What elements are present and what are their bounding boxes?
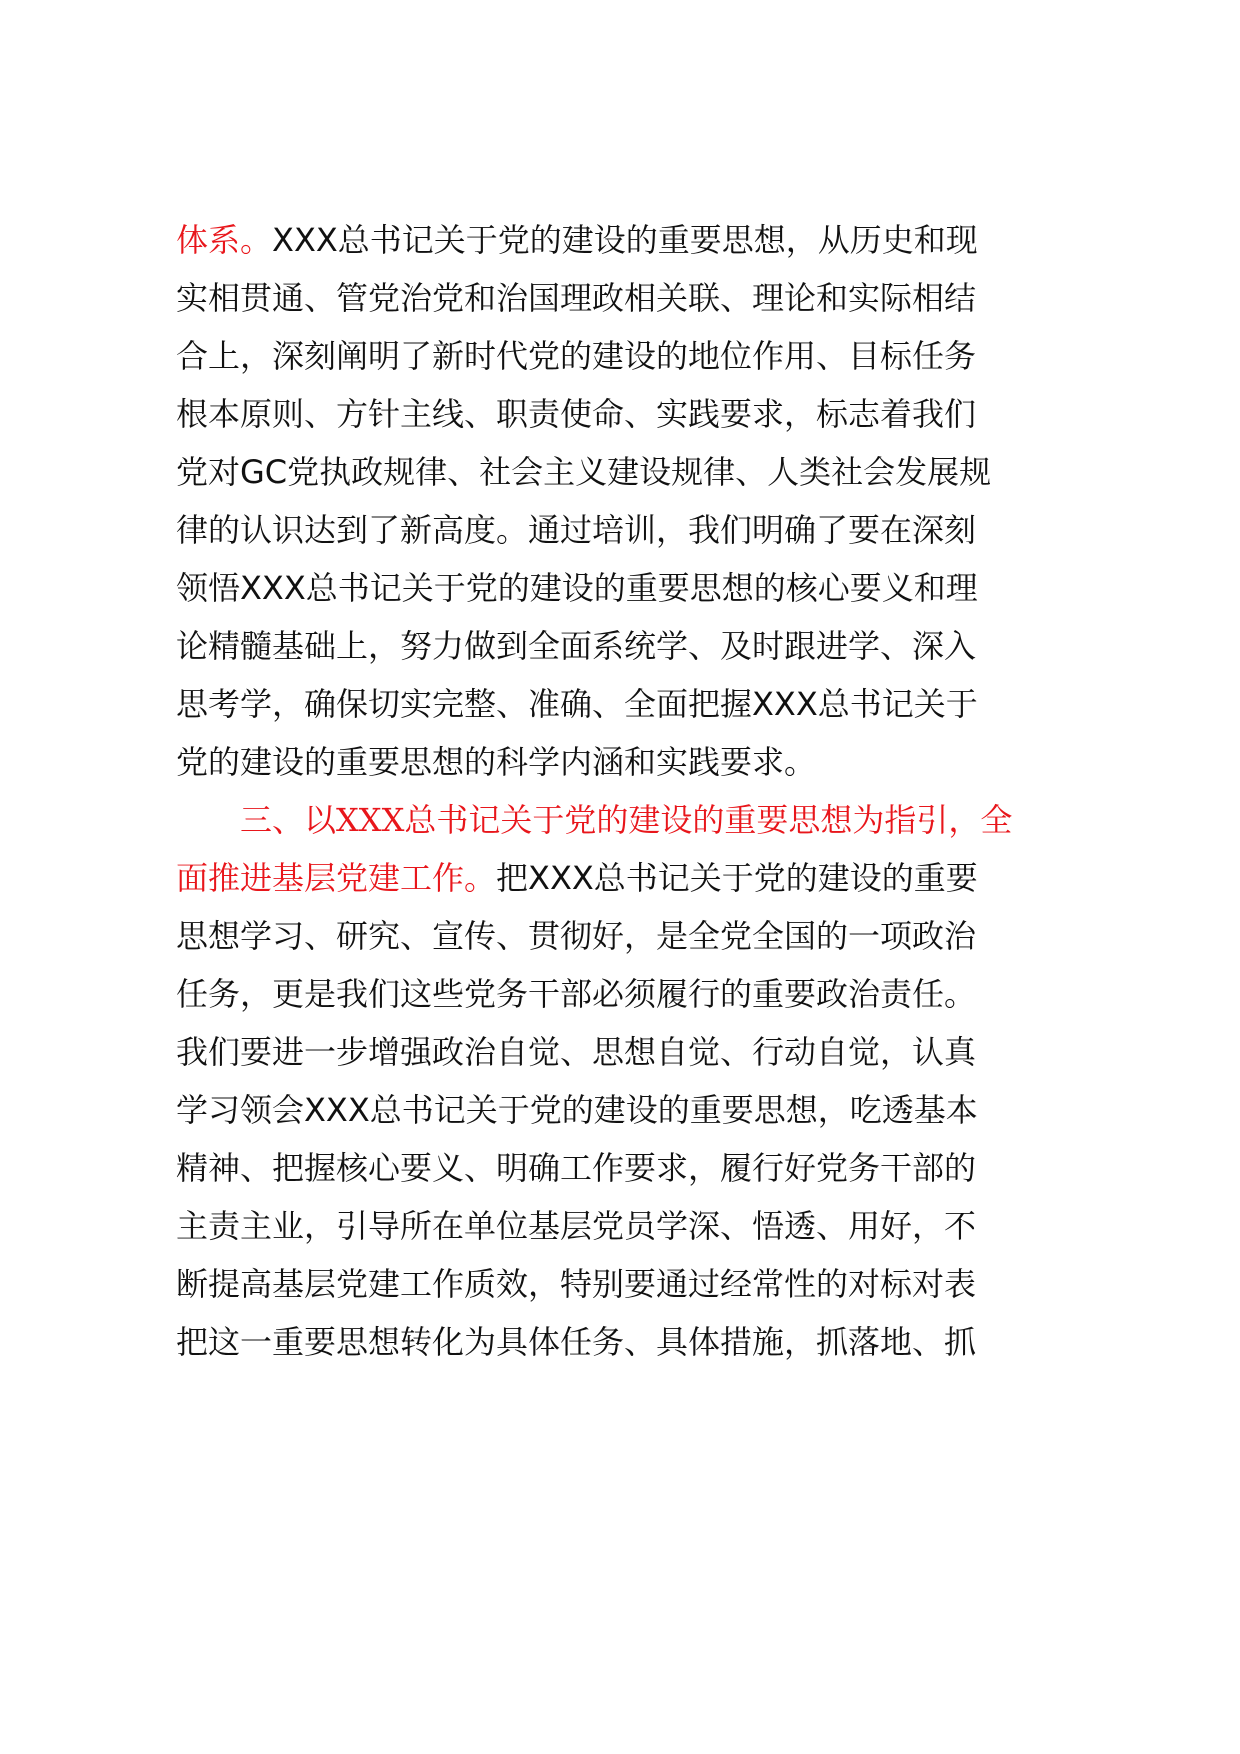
body-line-2 xyxy=(176,266,976,330)
body-line-8 xyxy=(176,614,976,678)
body-line-5 xyxy=(176,440,991,504)
body-text: 实相贯通、管党治党和治国理政相关联、理论和实际相结 xyxy=(176,279,977,317)
body-text: 主责主业，引导所在单位基层党员学深、悟透、用好，不 xyxy=(176,1207,977,1245)
body-text: 断提高基层党建工作质效，特别要通过经常性的对标对表 xyxy=(176,1265,977,1303)
body-text: 思考学，确保切实完整、准确、全面把握XXX总书记关于 xyxy=(176,685,978,723)
body-line-10 xyxy=(176,730,816,794)
section-heading: 三、以XXX总书记关于党的建设的重要思想为指引，全 xyxy=(240,801,1013,839)
body-line-20 xyxy=(176,1310,976,1374)
body-text: 把XXX总书记关于党的建设的重要 xyxy=(496,859,978,897)
section-heading-tail: 体系。 xyxy=(176,221,273,259)
body-line-15 xyxy=(176,1020,976,1084)
body-line-14 xyxy=(176,962,976,1026)
body-text: 论精髓基础上，努力做到全面系统学、及时跟进学、深入 xyxy=(176,627,977,665)
body-text: 我们要进一步增强政治自觉、思想自觉、行动自觉，认真 xyxy=(176,1033,977,1071)
body-text: 学习领会XXX总书记关于党的建设的重要思想，吃透基本 xyxy=(176,1091,978,1129)
body-text: XXX总书记关于党的建设的重要思想，从历史和现 xyxy=(272,221,978,259)
body-line-18 xyxy=(176,1194,976,1258)
body-text: 领悟XXX总书记关于党的建设的重要思想的核心要义和理 xyxy=(176,569,978,607)
body-text: 党对GC党执政规律、社会主义建设规律、人类社会发展规 xyxy=(176,453,992,491)
body-text: 精神、把握核心要义、明确工作要求，履行好党务干部的 xyxy=(176,1149,977,1187)
body-line-3 xyxy=(176,324,976,388)
body-line-17 xyxy=(176,1136,976,1200)
body-line-4 xyxy=(176,382,976,446)
section-heading-line xyxy=(240,788,1012,852)
body-text: 任务，更是我们这些党务干部必须履行的重要政治责任。 xyxy=(176,975,977,1013)
body-line-7 xyxy=(176,556,978,620)
section-heading-tail: 面推进基层党建工作。 xyxy=(176,859,497,897)
body-line-16 xyxy=(176,1078,978,1142)
body-line-12 xyxy=(176,846,978,910)
body-line-9 xyxy=(176,672,978,736)
body-text: 党的建设的重要思想的科学内涵和实践要求。 xyxy=(176,743,817,781)
body-text: 把这一重要思想转化为具体任务、具体措施，抓落地、抓 xyxy=(176,1323,977,1361)
body-line-1 xyxy=(176,208,978,272)
body-text: 合上，深刻阐明了新时代党的建设的地位作用、目标任务 xyxy=(176,337,977,375)
body-line-6 xyxy=(176,498,976,562)
body-line-13 xyxy=(176,904,976,968)
body-line-19 xyxy=(176,1252,976,1316)
body-text: 根本原则、方针主线、职责使命、实践要求，标志着我们 xyxy=(176,395,977,433)
body-text: 律的认识达到了新高度。通过培训，我们明确了要在深刻 xyxy=(176,511,977,549)
body-text: 思想学习、研究、宣传、贯彻好，是全党全国的一项政治 xyxy=(176,917,977,955)
